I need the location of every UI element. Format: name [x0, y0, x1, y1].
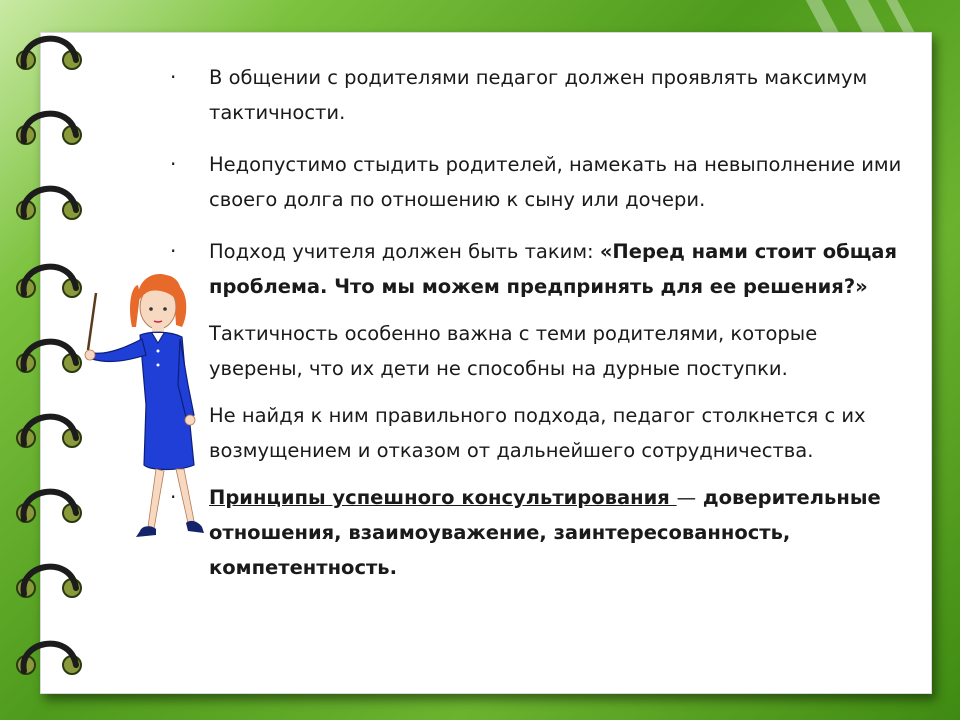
- bullet-text: Не найдя к ним правильного подхода, педагог столкнется с их возмущением и отказом от дальнейшего сотрудничества.: [209, 404, 866, 462]
- list-item: [170, 60, 915, 130]
- bullet-dot: ·: [170, 152, 177, 176]
- list-item: [170, 316, 915, 386]
- list-item: [170, 234, 915, 304]
- bullet-dot: ·: [170, 239, 177, 263]
- bullet-text: Подход учителя должен быть таким:: [209, 240, 600, 263]
- list-item: [170, 147, 915, 217]
- list-item: [170, 480, 915, 585]
- spiral-ring-icon: [14, 105, 84, 153]
- bullet-dot: ·: [170, 65, 177, 89]
- principles-heading: Принципы успешного консультирования: [209, 486, 677, 509]
- bullet-text: Недопустимо стыдить родителей, намекать на невыполнение ими своего долга по отношению к сыну или дочери.: [209, 153, 902, 211]
- spiral-ring-icon: [14, 30, 84, 78]
- bullet-quote: «Перед нами стоит общая проблема. Что мы можем предпринять для ее решения?»: [209, 240, 897, 298]
- principles-list: доверительные отношения, взаимоуважение, заинтересованность, компетентность.: [209, 486, 881, 579]
- bullet-text: Тактичность особенно важна с теми родителями, которые уверены, что их дети не способны на дурные поступки.: [209, 322, 818, 380]
- dash: —: [676, 486, 697, 509]
- bullet-list: [170, 60, 915, 602]
- list-item: [170, 398, 915, 468]
- spiral-ring-icon: [14, 180, 84, 228]
- bullet-dot: ·: [170, 485, 177, 509]
- spiral-ring-icon: [14, 635, 84, 683]
- spiral-ring-icon: [14, 558, 84, 606]
- bullet-text: В общении с родителями педагог должен проявлять максимум тактичности.: [209, 66, 868, 124]
